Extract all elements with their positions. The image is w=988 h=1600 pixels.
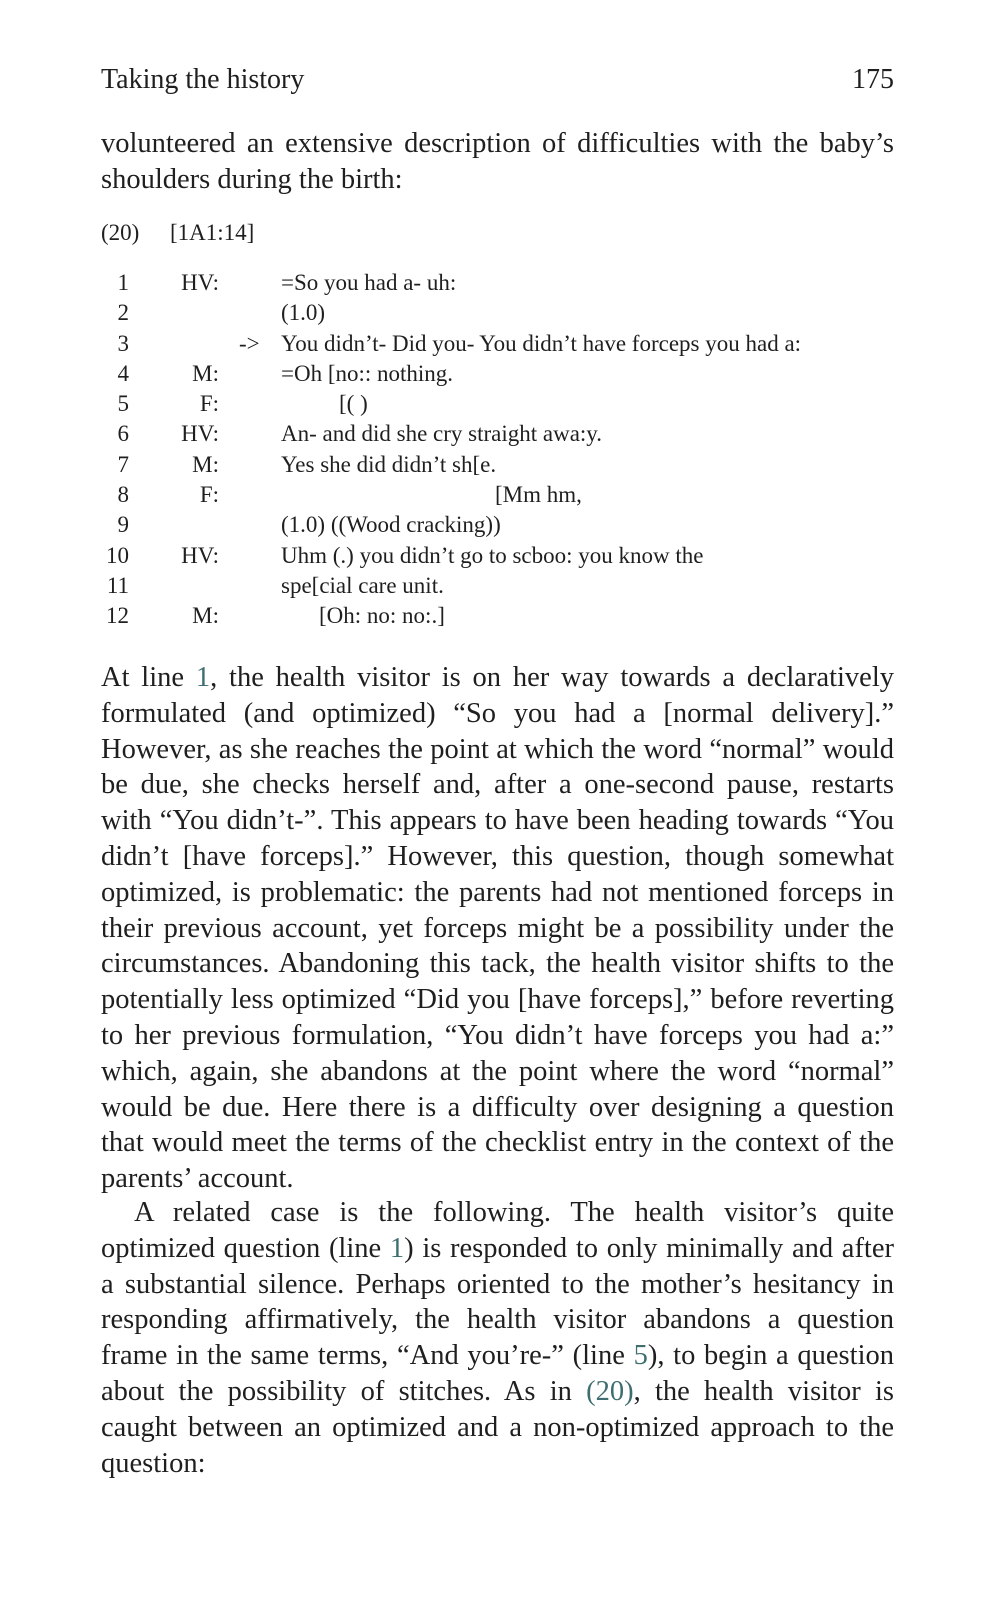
line-number: 4: [117, 360, 129, 386]
line-number: 6: [117, 421, 129, 447]
speaker-label: M:: [192, 603, 219, 629]
utterance-text: You didn’t- Did you- You didn’t have forceps you had a:: [281, 330, 802, 356]
line-number: 7: [117, 451, 129, 477]
line-reference-link[interactable]: 1: [195, 662, 211, 693]
line-number: 10: [106, 542, 129, 568]
line-number: 8: [117, 482, 129, 508]
example-reference-link[interactable]: (20): [586, 1375, 634, 1407]
paragraph-text: , the health visitor is caught between an optimized and a non-optimized approach to the question:: [101, 1375, 894, 1479]
speaker-label: M:: [192, 360, 219, 386]
speaker-label: F:: [199, 482, 219, 508]
transcript-line: [101, 389, 901, 419]
utterance-text: =So you had a- uh:: [281, 270, 457, 295]
line-number: 3: [117, 330, 129, 356]
paragraph-text: A related case is the following. The health visitor’s quite optimized question (line: [101, 1197, 894, 1264]
speaker-label: HV:: [181, 421, 219, 447]
paragraph-text: ) is responded to only minimally and after a substantial silence. Perhaps oriented to the mother’s hesitancy in responding affirmatively, the health visitor abandons a question frame in the same terms, “And you’re-” (line: [101, 1232, 894, 1372]
transcript-line: [101, 359, 901, 389]
page-number: 175: [852, 64, 894, 95]
transcript-line: [101, 480, 901, 510]
line-number: 12: [106, 603, 129, 629]
utterance-text: Uhm (.) you didn’t go to scboo: you know the: [281, 542, 704, 568]
transcript-line: [101, 298, 901, 328]
speaker-label: F:: [199, 391, 219, 417]
transcript-line: [101, 419, 901, 449]
transcript-line: [101, 571, 901, 601]
analysis-paragraph: [101, 660, 894, 1197]
example-number: (20): [101, 220, 140, 245]
transcript-line: [101, 510, 901, 540]
utterance-text: =Oh [no:: nothing.: [281, 360, 454, 386]
utterance-text: [( ): [339, 391, 368, 417]
line-reference-link[interactable]: 1: [389, 1232, 405, 1264]
related-case-paragraph: [101, 1195, 894, 1481]
utterance-text: [Oh: no: no:.]: [319, 603, 445, 629]
transcript: [101, 268, 901, 632]
utterance-text: [Mm hm,: [495, 482, 582, 508]
transcript-line: [101, 601, 901, 631]
line-number: 5: [117, 391, 129, 417]
line-number: 11: [106, 572, 129, 598]
arrow-marker: ->: [239, 330, 260, 356]
transcript-line: [101, 268, 901, 298]
utterance-text: (1.0): [281, 300, 326, 326]
line-number: 1: [117, 270, 129, 295]
paragraph-text: ), to begin a question about the possibility of stitches. As in: [101, 1340, 894, 1407]
utterance-text: An- and did she cry straight awa:y.: [281, 421, 603, 447]
utterance-text: spe[cial care unit.: [281, 572, 444, 598]
line-number: 2: [117, 300, 129, 326]
line-reference-link[interactable]: 5: [633, 1340, 648, 1372]
transcript-line: [101, 450, 901, 480]
paragraph-text: At line: [101, 662, 196, 693]
example-label: [101, 218, 254, 248]
intro-paragraph: volunteered an extensive description of difficulties with the baby’s shoulders during the birth:: [101, 128, 894, 195]
running-title: Taking the history: [101, 64, 305, 95]
speaker-label: HV:: [181, 270, 219, 295]
transcript-line: [101, 329, 901, 359]
speaker-label: HV:: [181, 542, 219, 568]
example-source: [1A1:14]: [170, 220, 255, 245]
paragraph-text: , the health visitor is on her way towards a declaratively formulated (and optimized) “So you had a [normal delivery].” However, as she reaches the point at which the word “normal” would be due, she checks herself and, after a one-second pause, restarts with “You didn’t-”. This appears to have been heading towards “You didn’t [have forceps].” However, this question, though somewhat optimized, is problematic: the parents had not mentioned forceps in their previous account, yet forceps might be a possibility under the circumstances. Abandoning this tack, the health visitor shifts to the potentially less optimized “Did you [have forceps],” before reverting to her previous formulation, “You didn’t have forceps you had a:” which, again, she abandons at the point where the word “normal” would be due. Here there is a difficulty over designing a question that would meet the terms of the checklist entry in the context of the parents’ account.: [101, 662, 894, 1195]
speaker-label: M:: [192, 451, 219, 477]
transcript-line: [101, 541, 901, 571]
utterance-text: Yes she did didn’t sh[e.: [281, 451, 497, 477]
utterance-text: (1.0) ((Wood cracking)): [281, 512, 501, 538]
line-number: 9: [117, 512, 129, 538]
